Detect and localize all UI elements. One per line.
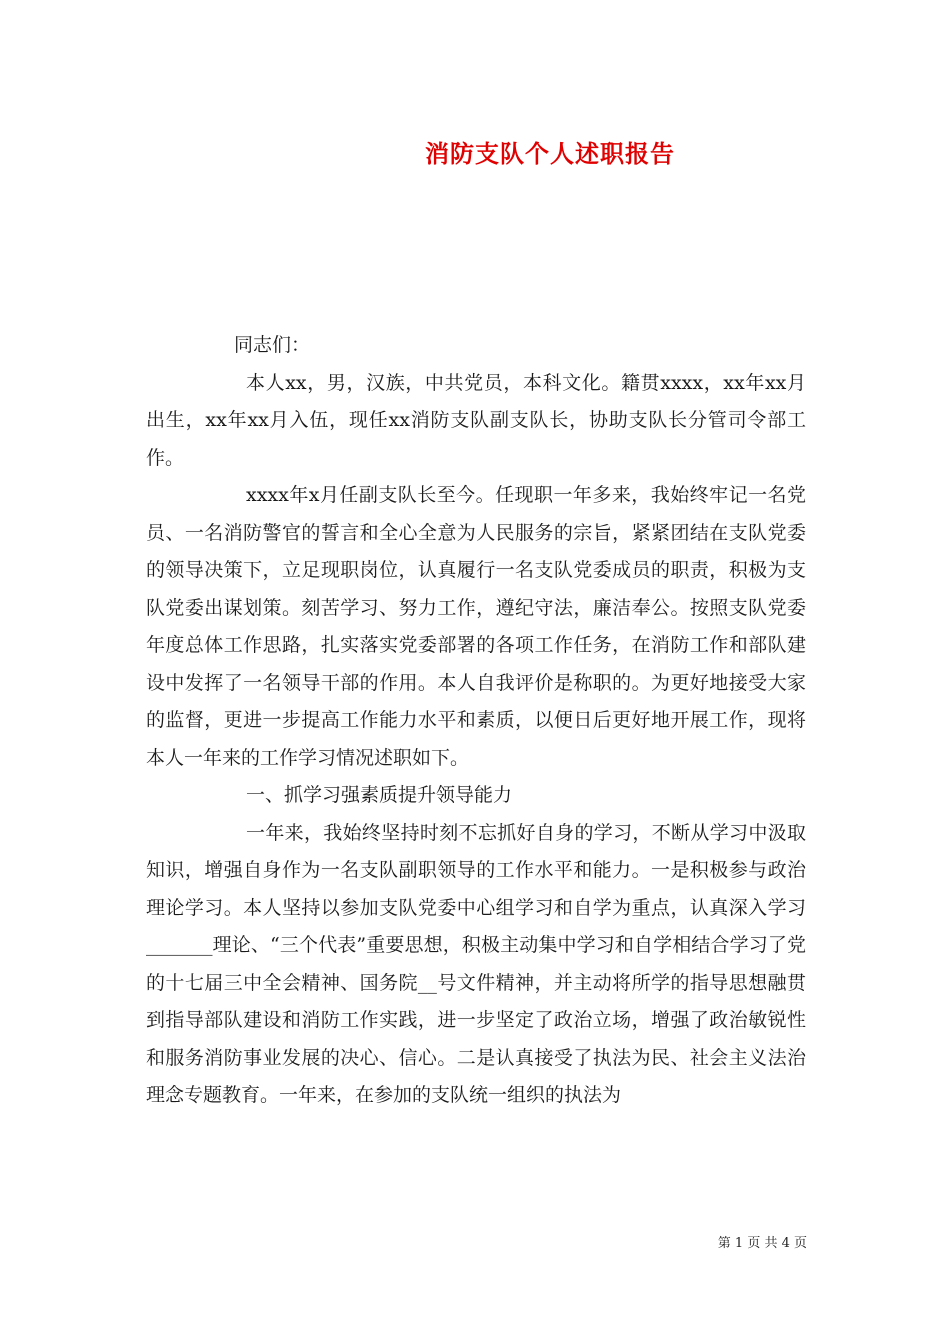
page-title: 消防支队个人述职报告 <box>425 139 675 168</box>
paragraph-intro: 本人xx，男，汉族，中共党员，本科文化。籍贯xxxx，xx年xx月出生，xx年xx月入伍，现任xx消防支队副支队长，协助支队长分管司令部工作。 <box>146 371 806 469</box>
paragraph-summary: xxxx年x月任副支队长至今。任现职一年多来，我始终牢记一名党员、一名消防警官的誓言和全心全意为人民服务的宗旨，紧紧团结在支队党委的领导决策下，立足现职岗位，认真履行一名支队党委成员的职责，积极为支队党委出谋划策。刻苦学习、努力工作，遵纪守法，廉洁奉公。按照支队党委年度总体工作思路，扎实落实党委部署的各项工作任务，在消防工作和部队建设中发挥了一名领导干部的作用。本人自我评价是称职的。为更好地接受大家的监督，更进一步提高工作能力水平和素质，以便日后更好地开展工作，现将本人一年来的工作学习情况述职如下。 <box>146 484 806 769</box>
section-heading: 一、抓学习强素质提升领导能力 <box>246 784 513 806</box>
page-number: 第 1 页 共 4 页 <box>717 1236 807 1251</box>
document-body <box>146 327 806 1115</box>
salutation: 同志们： <box>234 334 311 356</box>
paragraph-study: 一年来，我始终坚持时刻不忘抓好自身的学习，不断从学习中汲取知识，增强自身作为一名支队副职领导的工作水平和能力。一是积极参与政治理论学习。本人坚持以参加支队党委中心组学习和自学为重点，认真深入学习_______理论、“三个代表”重要思想，积极主动集中学习和自学相结合学习了党的十七届三中全会精神、国务院__号文件精神，并主动将所学的指导思想融贯到指导部队建设和消防工作实践，进一步坚定了政治立场，增强了政治敏锐性和服务消防事业发展的决心、信心。二是认真接受了执法为民、社会主义法治理念专题教育。一年来，在参加的支队统一组织的执法为 <box>146 821 806 1106</box>
